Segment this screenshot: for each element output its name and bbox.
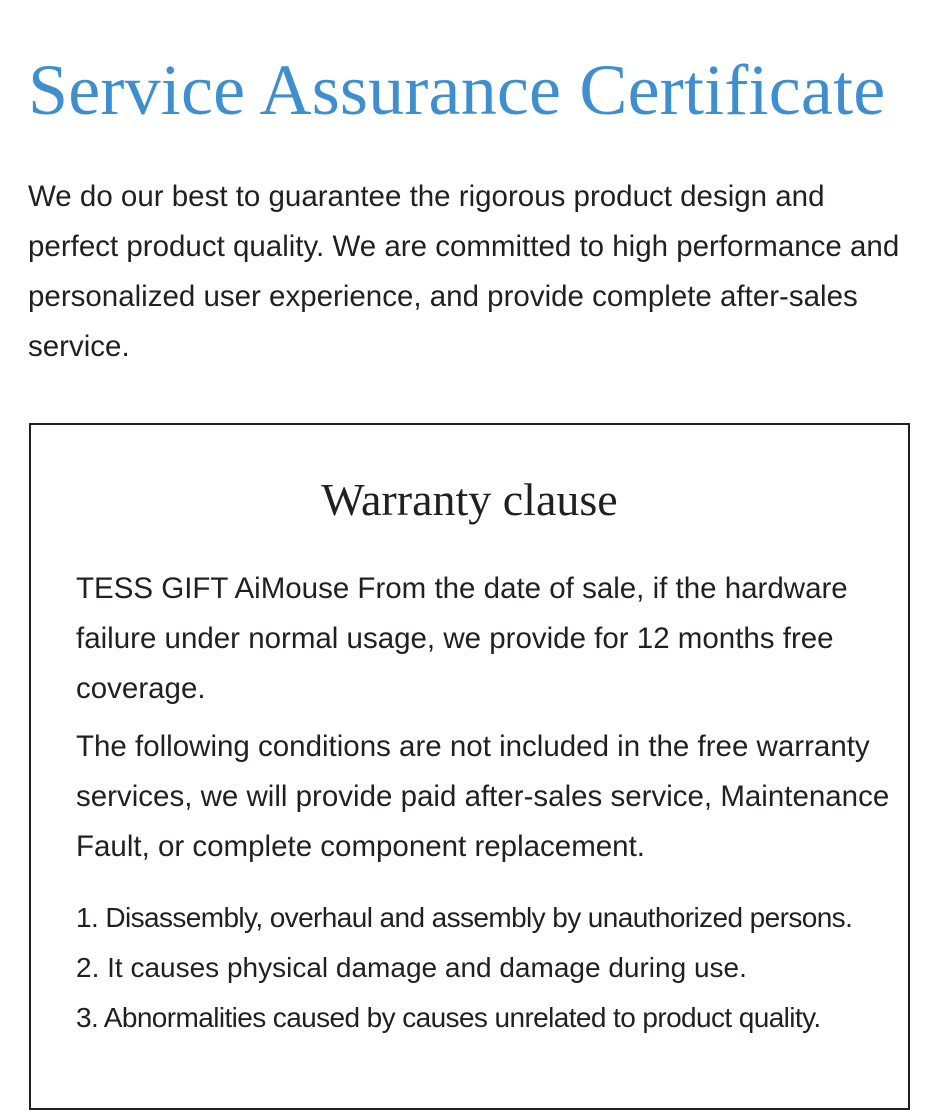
warranty-title: Warranty clause [321, 474, 618, 525]
exclusion-list [76, 893, 906, 1043]
warranty-exclusions-paragraph: The following conditions are not included in the free warranty services, we will provide paid after-sales service, Maintenance Fault, or complete component replacement. [76, 730, 890, 863]
exclusion-item: 2. It causes physical damage and damage during use. [76, 952, 747, 983]
page-title: Service Assurance Certificate [28, 50, 886, 130]
exclusion-item: 1. Disassembly, overhaul and assembly by unauthorized persons. [76, 902, 853, 933]
warranty-coverage-paragraph: TESS GIFT AiMouse From the date of sale, if the hardware failure under normal usage, we provide for 12 months free coverage. [76, 572, 848, 705]
intro-paragraph: We do our best to guarantee the rigorous product design and perfect product quality. We are committed to high performance and personalized user experience, and provide complete after-sales service. [28, 180, 900, 363]
exclusion-item: 3. Abnormalities caused by causes unrelated to product quality. [76, 1002, 821, 1033]
